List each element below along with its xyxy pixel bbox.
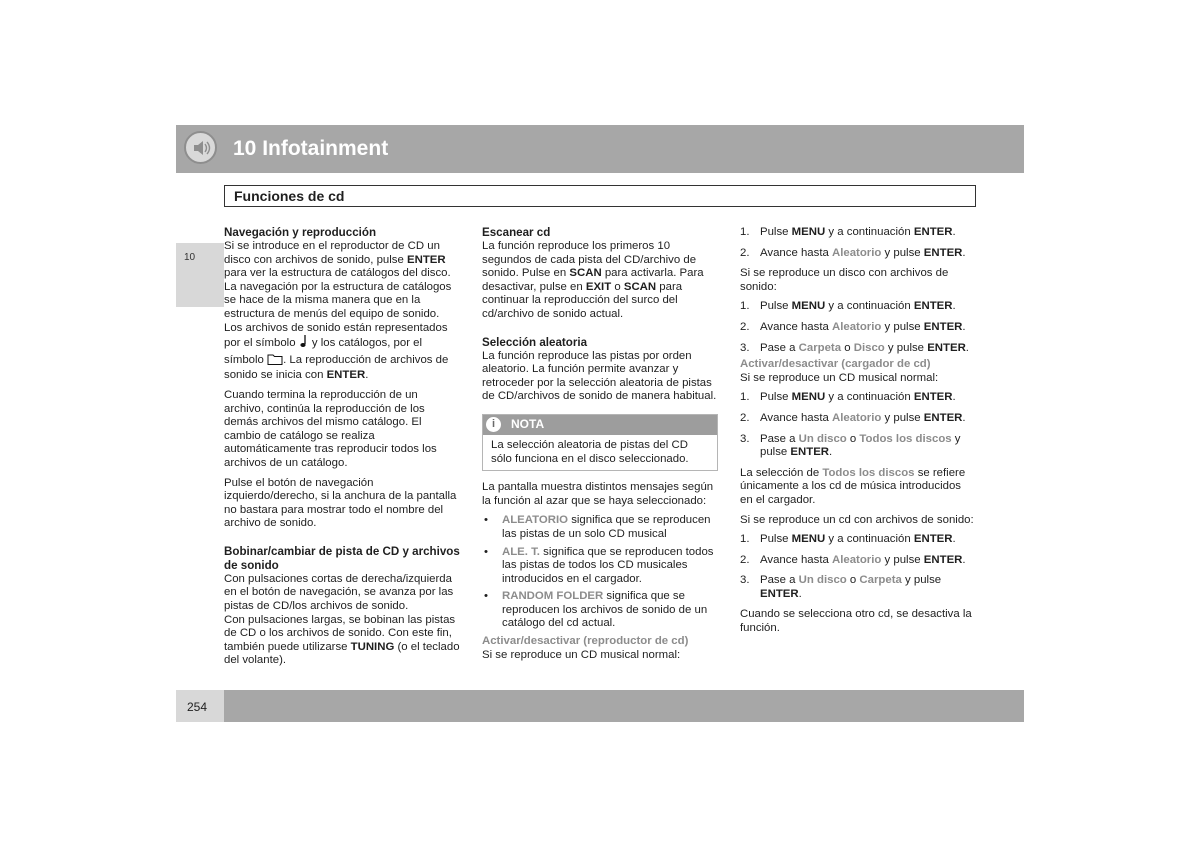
keyword: MENU [791, 226, 826, 238]
text: Avance hasta [760, 320, 832, 333]
steps-list [740, 226, 976, 260]
text: o [841, 341, 854, 354]
list-item [740, 300, 976, 314]
text: o [846, 574, 860, 587]
text: significa que se reproducen las pistas de un solo CD musical [502, 514, 711, 540]
bullet-list [482, 514, 718, 631]
text: . [952, 226, 956, 238]
text: Pase a [760, 432, 799, 445]
list-item [482, 514, 718, 541]
display-term: Aleatorio [831, 553, 882, 566]
paragraph: Cuando termina la reproducción de un archivo, continúa la reproducción de los demás archivos del mismo catálogo. El cambio de catálogo se realiza automáticamente tras reproducir todos los archivos de un catálogo. [224, 388, 437, 469]
text: y pulse [881, 246, 924, 259]
note-header [483, 415, 717, 435]
keyword: ENTER [326, 369, 366, 382]
text: Pase a [760, 341, 799, 354]
text: y a continuación [825, 391, 914, 404]
text: para ver la estructura de catálogos del disco. La navegación por la estructura de catálogos se hace de la misma manera que en la estructura de menús del equipo de sonido. Los archivos de sonido están representados por el símbolo [224, 267, 452, 350]
paragraph: La función reproduce las pistas por orden aleatorio. La función permite avanzar y retroceder por la selección aleatoria de pistas de CD/archivos de sonido de manera habitual. [482, 349, 717, 403]
text: o [846, 432, 860, 445]
chapter-title: 10 Infotainment [233, 137, 389, 160]
text: y pulse [881, 553, 924, 566]
steps-list [740, 533, 976, 601]
text: se refiere únicamente a los cd de música introducidos en el cargador. [740, 466, 966, 506]
text: . [365, 369, 369, 382]
display-term: Un disco [798, 432, 847, 445]
text: Con pulsaciones largas, se bobinan las pistas de CD o los archivos de sonido. Con este fin, también puede utilizarse [224, 613, 456, 653]
list-item [740, 226, 976, 240]
keyword: EXIT [585, 280, 612, 293]
text: Pulse [760, 391, 792, 404]
display-term: Carpeta [859, 574, 902, 587]
keyword: ENTER [913, 391, 953, 404]
column-3 [740, 226, 976, 642]
text: y pulse [884, 341, 928, 354]
text: Si se introduce en el reproductor de CD un disco con archivos de sonido, pulse [224, 240, 440, 266]
note-body: La selección aleatoria de pistas del CD sólo funciona en el disco seleccionado. [491, 438, 689, 465]
text: significa que se reproducen todos las pistas de todos los CD musicales introducidos en el cargador. [502, 545, 714, 585]
paragraph: Pulse el botón de navegación izquierdo/derecho, si la anchura de la pantalla no bastara para mostrar todo el nombre del archivo de sonido. [224, 476, 457, 530]
subheading: Activar/desactivar (cargador de cd) [740, 358, 931, 371]
page-number-box [176, 690, 224, 722]
column-2 [482, 226, 718, 668]
display-term: Carpeta [798, 341, 842, 354]
paragraph: Si se reproduce un CD musical normal: [482, 648, 681, 661]
step-number: 3. [740, 574, 750, 587]
text: . [962, 246, 966, 259]
list-item [740, 412, 976, 426]
step-number: 1. [740, 391, 750, 404]
keyword: SCAN [569, 267, 602, 280]
list-item [740, 433, 976, 460]
paragraph [224, 240, 460, 383]
paragraph: Si se reproduce un cd con archivos de sonido: [740, 513, 974, 526]
folder-icon [267, 353, 283, 370]
paragraph: Cuando se selecciona otro cd, se desactiva la función. [740, 608, 972, 635]
text: . La reproducción de archivos de sonido se inicia con [224, 353, 449, 382]
text: . [962, 553, 966, 566]
keyword: ENTER [913, 533, 953, 546]
paragraph: Si se reproduce un CD musical normal: [740, 371, 939, 384]
text: La función reproduce los primeros 10 segundos de cada pista del CD/archivo de sonido. Pulse en [482, 240, 697, 280]
text: Pulse [760, 533, 792, 546]
side-tab-label: 10 [184, 252, 196, 263]
list-item [740, 533, 976, 547]
section-title-box [224, 185, 976, 207]
keyword: ENTER [913, 226, 953, 238]
text: La selección de [740, 466, 823, 479]
music-note-icon [299, 335, 309, 353]
heading-bobinar: Bobinar/cambiar de pista de CD y archivos de sonido [224, 544, 460, 572]
keyword: SCAN [623, 280, 657, 293]
display-term: Todos los discos [822, 466, 915, 479]
text: o [611, 280, 624, 293]
text: . [962, 320, 966, 333]
keyword: MENU [791, 300, 826, 313]
subheading: Activar/desactivar (reproductor de cd) [482, 635, 689, 648]
keyword: ENTER [923, 411, 963, 424]
text: Avance hasta [760, 411, 832, 424]
list-item [740, 247, 976, 261]
keyword: ENTER [407, 253, 446, 266]
keyword: ENTER [923, 320, 963, 333]
text: y los catálogos, por el símbolo [224, 337, 423, 366]
page-number: 254 [187, 700, 208, 714]
paragraph: Con pulsaciones cortas de derecha/izquierda en el botón de navegación, se avanza por las pistas de CD/los archivos de sonido. [224, 572, 454, 613]
steps-list [740, 391, 976, 459]
step-number: 2. [740, 320, 750, 333]
list-item [482, 546, 718, 587]
keyword: ENTER [913, 300, 953, 313]
text: . [952, 391, 956, 404]
text: . [965, 341, 969, 354]
keyword: MENU [791, 391, 826, 404]
text: para continuar la reproducción del surco del cd/archivo de sonido actual. [482, 280, 683, 320]
heading-navegacion: Navegación y reproducción [224, 226, 377, 239]
chapter-side-tab [176, 243, 224, 307]
text: y pulse [901, 574, 942, 587]
display-term: Disco [853, 341, 885, 354]
info-icon: i [486, 417, 501, 432]
text: Pulse [760, 300, 792, 313]
footer-bar [224, 690, 1024, 722]
text: Pase a [760, 574, 799, 587]
keyword: ENTER [923, 553, 963, 566]
paragraph [482, 240, 718, 322]
text: y pulse [881, 411, 924, 424]
text: . [952, 533, 956, 546]
list-item [740, 391, 976, 405]
step-number: 2. [740, 411, 750, 424]
text: y pulse [760, 432, 961, 459]
display-term: ALE. T. [502, 545, 540, 558]
text: . [798, 587, 802, 600]
text: y a continuación [825, 533, 914, 546]
step-number: 2. [740, 553, 750, 566]
step-number: 1. [740, 226, 750, 238]
text: . [952, 300, 956, 313]
keyword: ENTER [927, 341, 966, 354]
display-term: Todos los discos [859, 432, 952, 445]
list-item [740, 554, 976, 568]
keyword: ENTER [760, 587, 799, 600]
display-term: Aleatorio [831, 246, 882, 259]
keyword: TUNING [350, 640, 395, 653]
text: Avance hasta [760, 553, 832, 566]
text: (o el teclado del volante). [224, 640, 460, 667]
text: . [829, 446, 833, 459]
text: y a continuación [825, 300, 914, 313]
note-title: NOTA [511, 416, 545, 431]
text: y a continuación [825, 226, 914, 238]
paragraph: La pantalla muestra distintos mensajes según la función al azar que se haya seleccionado: [482, 481, 714, 507]
text: y pulse [881, 320, 924, 333]
keyword: ENTER [923, 246, 963, 259]
paragraph [224, 614, 460, 668]
step-number: 1. [740, 533, 750, 546]
display-term: Aleatorio [831, 320, 882, 333]
text: Pulse [760, 226, 792, 238]
step-number: 3. [740, 432, 750, 445]
paragraph [740, 467, 976, 508]
heading-escanear: Escanear cd [482, 226, 551, 239]
column-1 [224, 226, 460, 674]
keyword: ENTER [790, 446, 830, 459]
text: para activarla. Para desactivar, pulse en [482, 267, 704, 293]
display-term: Aleatorio [831, 411, 882, 424]
text: Avance hasta [760, 246, 832, 259]
note-box [482, 414, 718, 471]
paragraph: Si se reproduce un disco con archivos de sonido: [740, 267, 949, 293]
display-term: ALEATORIO [502, 514, 569, 527]
list-item [740, 574, 976, 601]
display-term: Un disco [798, 574, 847, 587]
keyword: MENU [791, 533, 826, 546]
step-number: 2. [740, 246, 750, 259]
step-number: 1. [740, 300, 750, 313]
text: significa que se reproducen los archivos de sonido de un catálogo del cd actual. [502, 590, 708, 630]
heading-seleccion: Selección aleatoria [482, 335, 588, 349]
list-item [482, 590, 718, 631]
display-term: RANDOM FOLDER [502, 590, 604, 603]
step-number: 3. [740, 341, 750, 354]
speaker-icon [184, 131, 217, 164]
text: . [962, 411, 966, 424]
list-item [740, 321, 976, 335]
steps-list [740, 300, 976, 355]
section-title: Funciones de cd [234, 188, 345, 204]
list-item [740, 342, 976, 356]
